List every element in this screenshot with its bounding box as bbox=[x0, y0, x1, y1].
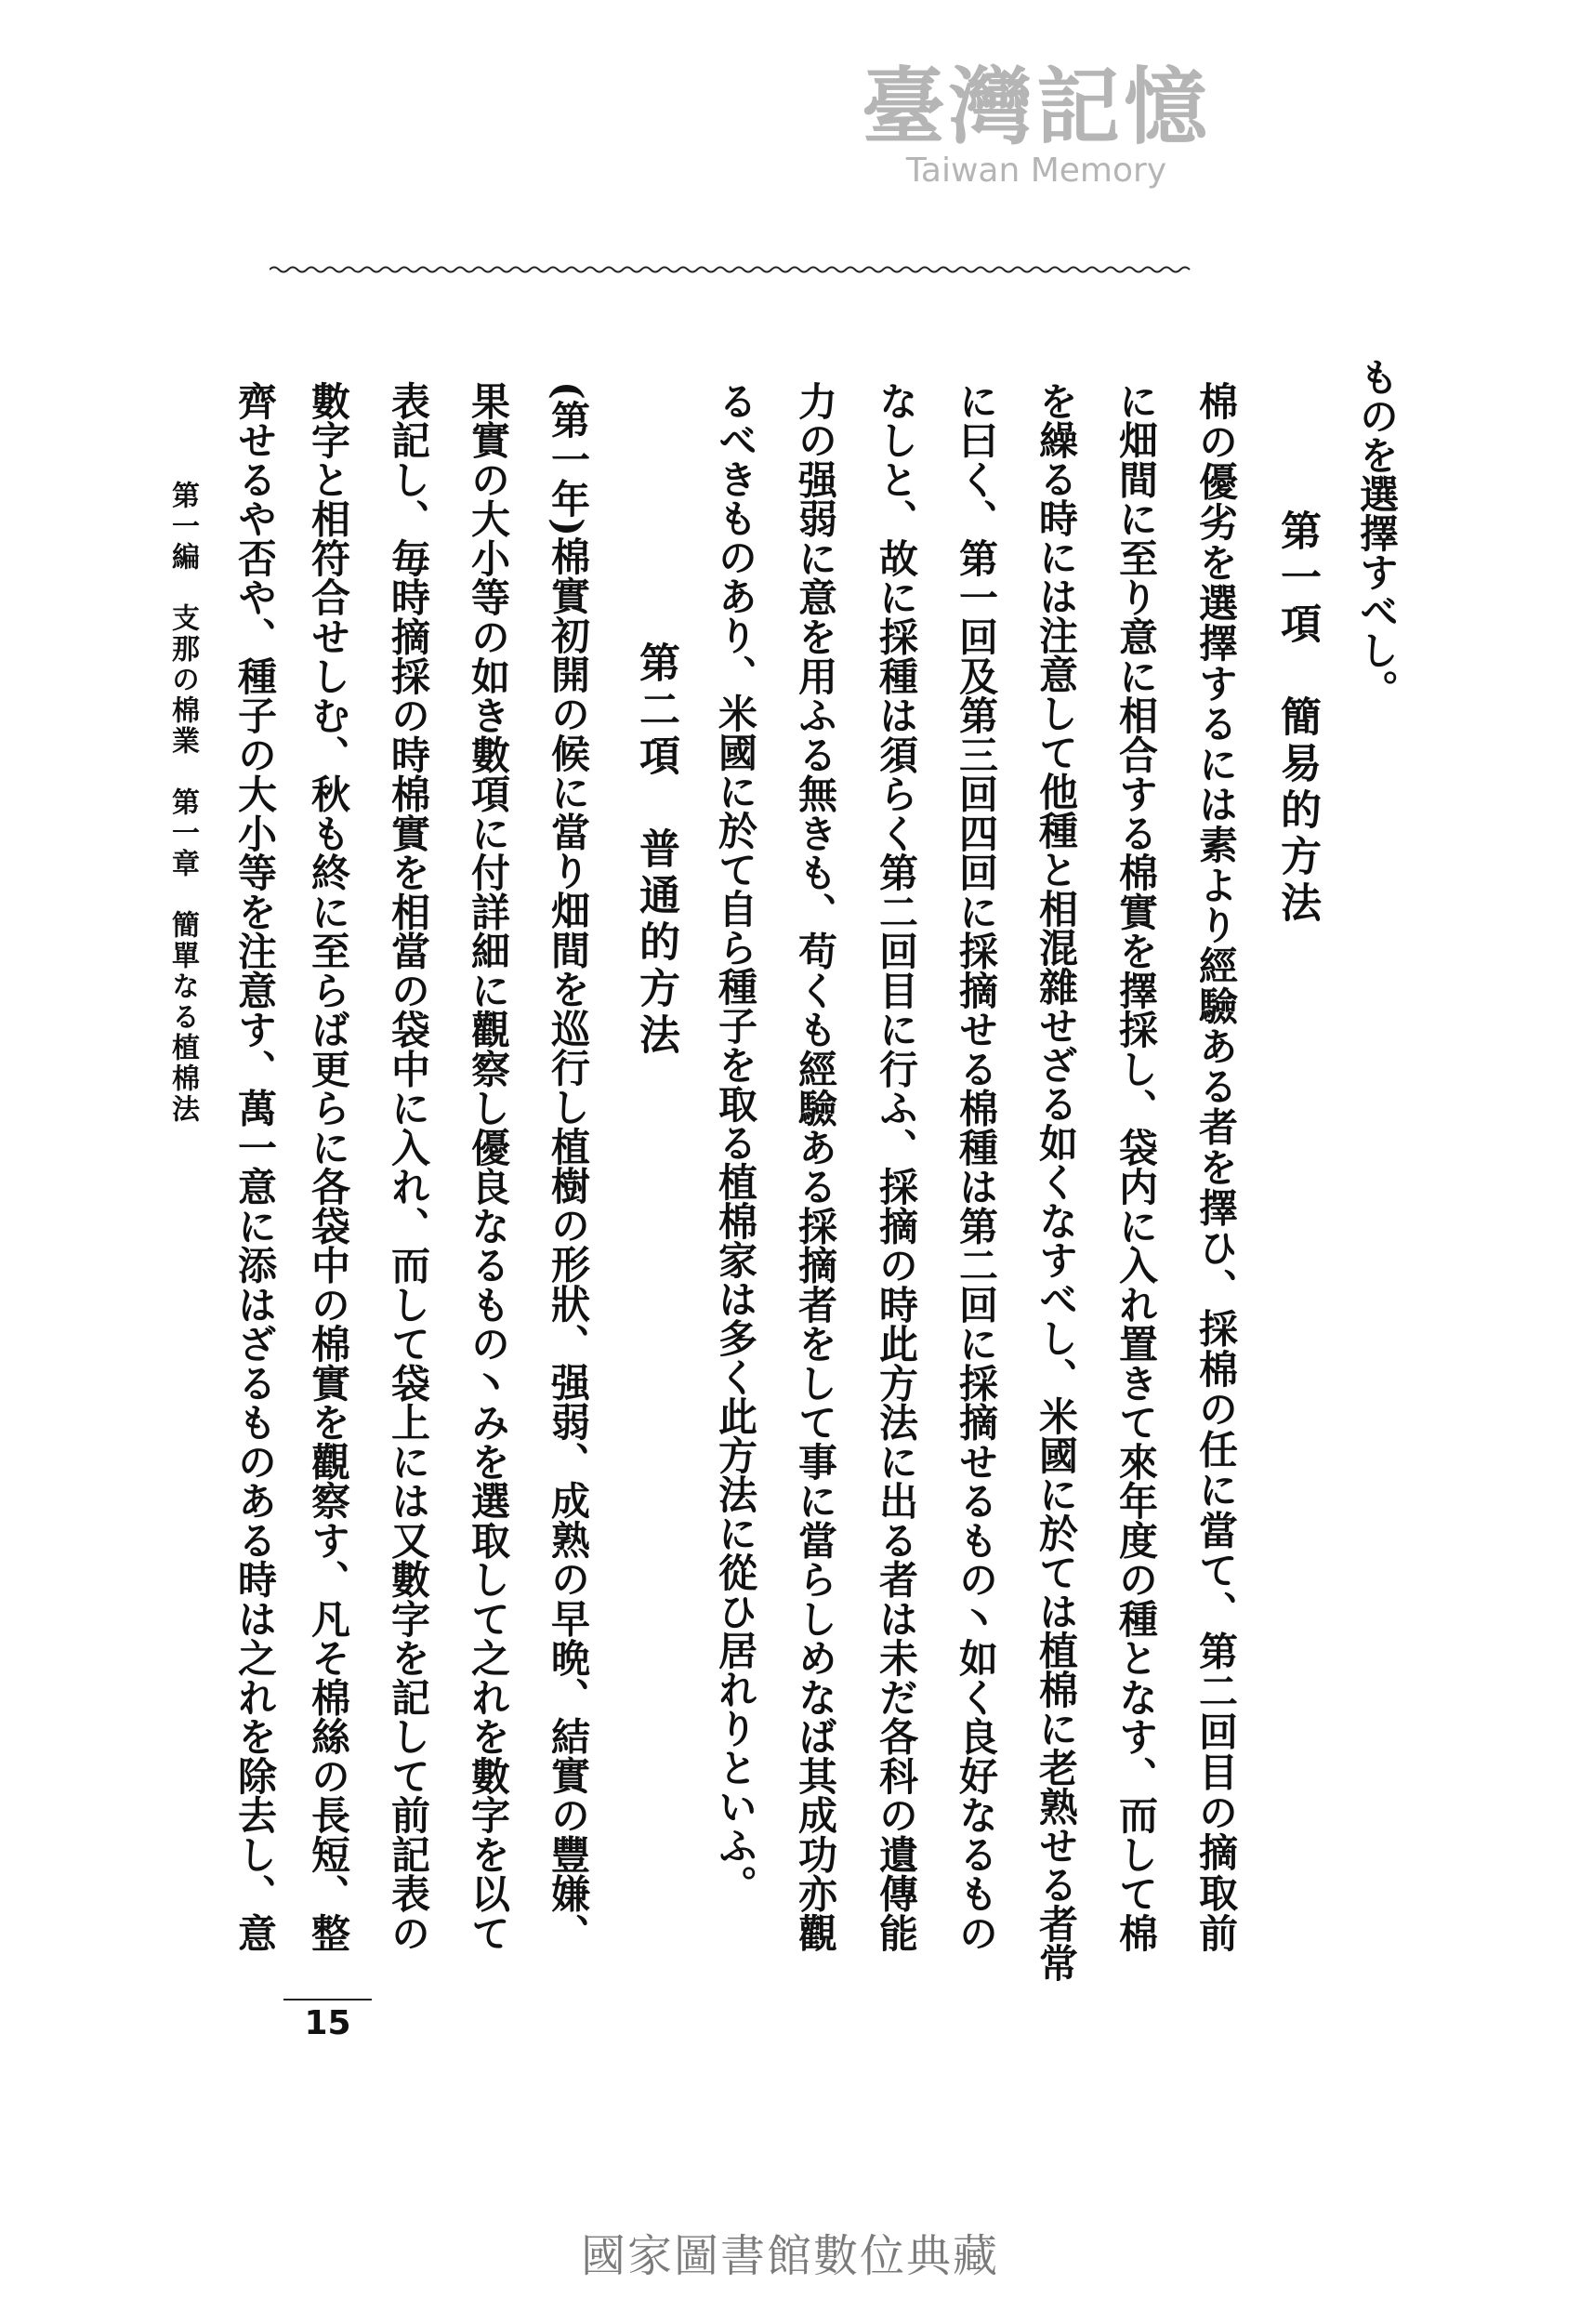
text-column: 果實の大小等の如き數項に付詳細に觀察し優良なるもの丶みを選取して之れを數字を以て bbox=[466, 381, 511, 1952]
page-number: 15 bbox=[304, 2004, 351, 2042]
watermark-chinese: 臺灣記憶 bbox=[862, 58, 1211, 156]
text-column: 力の强弱に意を用ふる無きも、苟くも經驗ある採摘者をして事に當らしめなば其成功亦觀 bbox=[793, 381, 838, 1952]
decorative-wavy-rule bbox=[270, 264, 1194, 275]
section-heading-1: 第一項 簡易的方法 bbox=[1273, 509, 1321, 928]
text-column: を繰る時には注意して他種と相混雜せざる如くなすべし、米國に於ては植棉に老熟せる者常 bbox=[1034, 381, 1079, 1982]
running-footer: 第一編 支那の棉業 第一章 簡單なる植棉法 bbox=[166, 481, 199, 1125]
watermark bbox=[841, 58, 1231, 190]
wavy-rule-path bbox=[270, 268, 1190, 272]
text-column: 棉の優劣を選擇するには素より經驗ある者を擇ひ、採棉の任に當て、第二回目の摘取前 bbox=[1193, 381, 1239, 1952]
text-column: に畑間に至り意に相合する棉實を擇採し、袋内に入れ置きて來年度の種となす、而して棉 bbox=[1113, 381, 1159, 1952]
text-column: なしと、故に採種は須らく第二回目に行ふ、採摘の時此方法に出る者は未だ各科の遺傳能 bbox=[874, 381, 919, 1952]
page-number-rule bbox=[283, 1999, 372, 2000]
text-column: (第一年)棉實初開の候に當り畑間を巡行し植樹の形狀、强弱、成熟の早晩、結實の豐嫌、 bbox=[546, 381, 591, 1952]
text-column: 數字と相符合せしむ、秋も終に至らば更らに各袋中の棉實を觀察す、凡そ棉絲の長短、整 bbox=[306, 381, 351, 1952]
text-column: に曰く、第一回及第三回四回に採摘せる棉種は第二回に採摘せるもの丶如く良好なるもの bbox=[954, 381, 999, 1952]
text-column: 表記し、毎時摘採の時棉實を相當の袋中に入れ、而して袋上には又數字を記して前記表の bbox=[386, 381, 431, 1952]
text-column: 齊せるや否や、種子の大小等を注意す、萬一意に添はざるものある時は之れを除去し、意 bbox=[232, 381, 278, 1952]
section-heading-2: 第二項 普通的方法 bbox=[632, 641, 679, 1060]
watermark-english: Taiwan Memory bbox=[905, 152, 1167, 190]
text-column: るべきものあり、米國に於て自ら種子を取る植棉家は多く此方法に從ひ居れりといふ。 bbox=[713, 381, 758, 1904]
text-column-continuation: ものを選擇すべし。 bbox=[1354, 357, 1400, 708]
archive-caption: 國家圖書館數位典藏 bbox=[580, 2230, 999, 2282]
